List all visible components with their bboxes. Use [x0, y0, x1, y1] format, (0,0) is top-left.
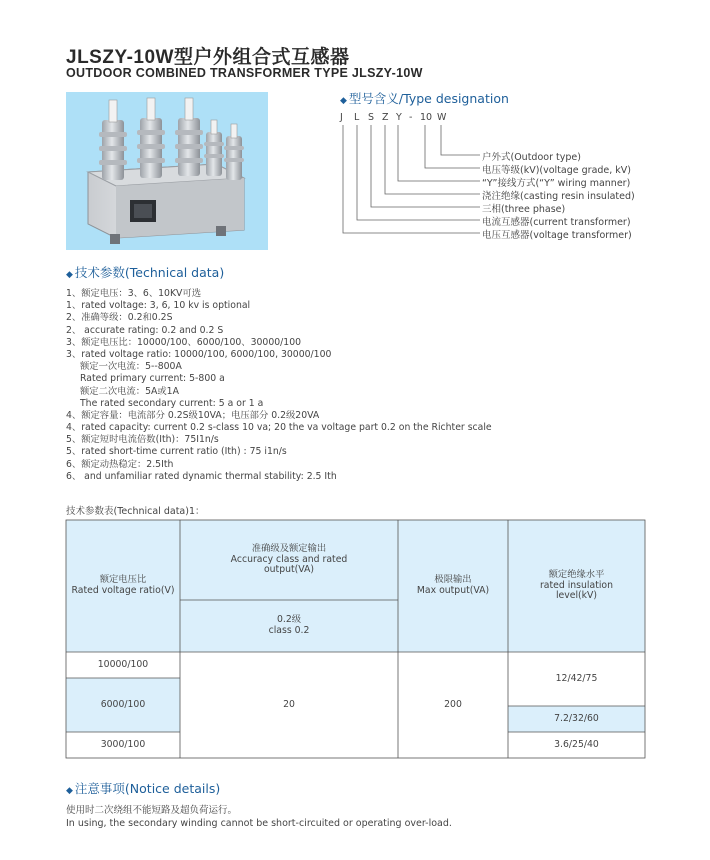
designation-item: 三相(three phase): [482, 204, 566, 215]
technical-line: 2、准确等级：0.2和0.2S: [66, 312, 173, 324]
diamond-bullet-icon: ◆: [66, 786, 73, 796]
technical-line: 6、额定动热稳定：2.5Ith: [66, 458, 174, 470]
header-class: [180, 600, 398, 652]
code-letter: S: [368, 112, 375, 123]
page-title: JLSZY-10W型户外组合式互感器: [66, 47, 350, 68]
code-letter: -: [409, 112, 413, 123]
technical-line: 1、rated voltage: 3, 6, 10 kv is optional: [66, 300, 251, 312]
technical-line: 5、额定短时电流倍数(Ith)：75I1n/s: [66, 434, 219, 446]
code-letter: L: [354, 112, 360, 123]
page-subtitle: OUTDOOR COMBINED TRANSFORMER TYPE JLSZY-10W: [66, 66, 423, 80]
technical-line: 3、rated voltage ratio: 10000/100, 6000/100, 30000/100: [66, 348, 332, 360]
header-ratio-cn: 额定电压比: [99, 574, 147, 586]
header-ratio: [66, 520, 180, 652]
header-accuracy-cn: 准确级及额定输出: [251, 542, 327, 554]
header-accuracy-en: Accuracy class and rated output(VA): [230, 553, 348, 576]
code-letter: 10: [420, 112, 433, 123]
header-ratio-en: Rated voltage ratio(V): [71, 585, 175, 596]
table-cell-insulation: 7.2/32/60: [554, 712, 599, 724]
notice-heading: [66, 779, 220, 797]
table-cell-ratio: 10000/100: [97, 658, 149, 670]
code-letter: Z: [382, 112, 389, 123]
technical-line: 4、额定容量：电流部分 0.2S级10VA；电压部分 0.2级20VA: [66, 409, 320, 421]
technical-line: 4、rated capacity: current 0.2 s-class 10 va; 20 the va voltage part 0.2 on the Richter scale: [66, 422, 492, 434]
designation-item: 电流互感器(current transformer): [482, 217, 631, 228]
header-insulation: [508, 520, 645, 652]
diamond-bullet-icon: ◆: [340, 96, 347, 106]
designation-heading-text: 型号含义/Type designation: [348, 91, 509, 106]
technical-line: 6、 and unfamiliar rated dynamic thermal stability: 2.5 Ith: [66, 470, 337, 482]
notice-heading-text: 注意事项(Notice details): [74, 781, 221, 796]
technical-line: The rated secondary current: 5 a or 1 a: [80, 397, 264, 409]
notice-en: In using, the secondary winding cannot be short-circuited or operating over-load.: [66, 818, 452, 829]
table-caption: 技术参数表(Technical data)1：: [66, 506, 205, 517]
technical-line: 3、额定电压比：10000/100、6000/100、30000/100: [66, 336, 302, 348]
technical-line: 额定一次电流：5--800A: [80, 361, 182, 373]
table-cell-insulation: 3.6/25/40: [554, 738, 599, 750]
technical-line: 1、额定电压：3、6、10KV可选: [66, 288, 202, 299]
notice-cn: 使用时二次绕组不能短路及超负荷运行。: [66, 805, 238, 816]
designation-item: 浇注绝缘(casting resin insulated): [482, 191, 635, 202]
designation-item: 电压等级(kV)(voltage grade, kV): [482, 165, 632, 176]
header-insulation-en: rated insulation level(kV): [539, 579, 614, 602]
table-cell-ratio: 6000/100: [100, 698, 146, 710]
header-class-cn: 0.2级: [276, 614, 302, 626]
header-max-en: Max output(VA): [416, 585, 490, 596]
code-letter: J: [340, 112, 343, 123]
technical-line: Rated primary current: 5-800 a: [80, 373, 225, 385]
diamond-bullet-icon: ◆: [66, 270, 73, 280]
header-class-en: class 0.2: [268, 625, 310, 636]
designation-item: 户外式(Outdoor type): [482, 152, 581, 163]
technical-line: 额定二次电流：5A或1A: [80, 385, 179, 397]
technical-heading-text: 技术参数(Technical data): [74, 265, 225, 280]
designation-item: “Y”接线方式(“Y” wiring manner): [482, 178, 631, 189]
technical-line: 5、rated short-time current ratio (Ith) : 75 i1n/s: [66, 446, 287, 458]
technical-line: 2、 accurate rating: 0.2 and 0.2 S: [66, 324, 224, 336]
header-insulation-cn: 额定绝缘水平: [548, 568, 605, 580]
header-accuracy: [180, 520, 398, 600]
table-cell-ratio: 3000/100: [100, 738, 146, 750]
designation-item: 电压互感器(voltage transformer): [482, 230, 632, 241]
header-max-output: [398, 520, 508, 652]
code-letter: Y: [396, 112, 402, 123]
table-cell-insulation: 12/42/75: [555, 672, 598, 684]
code-letter: W: [437, 112, 447, 123]
table-cell-output: 20: [283, 698, 295, 710]
header-max-cn: 极限输出: [434, 574, 472, 586]
table-cell-max-output: 200: [444, 698, 462, 710]
